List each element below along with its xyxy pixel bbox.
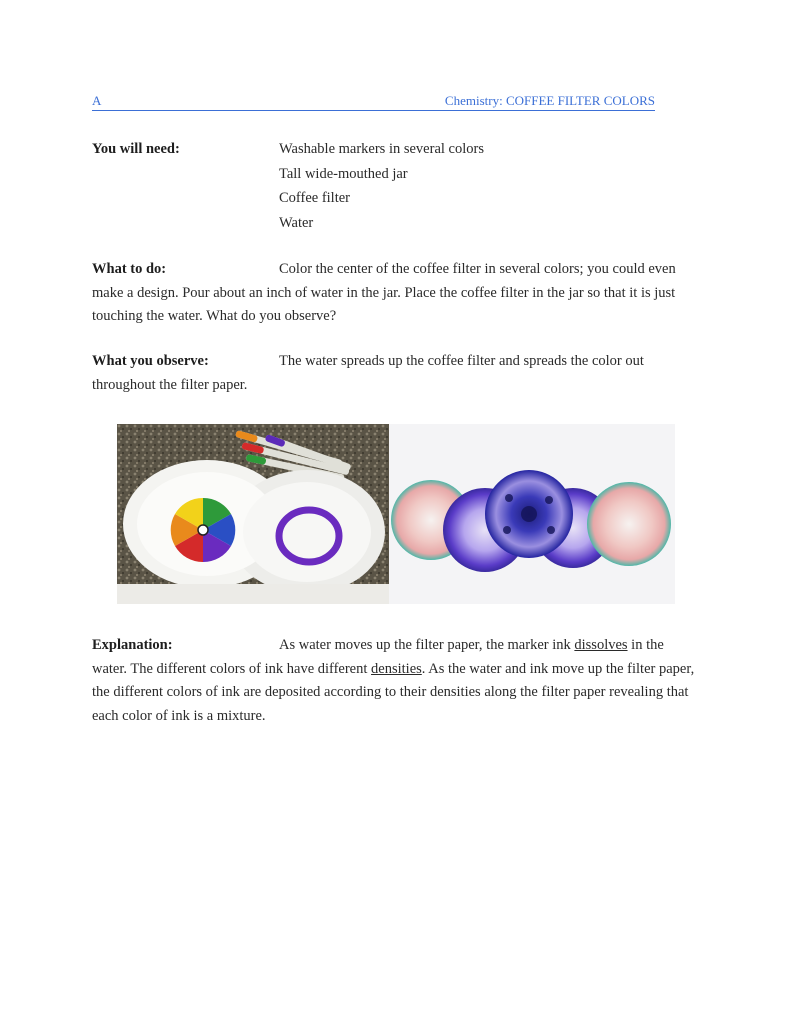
page-header bbox=[92, 92, 655, 111]
what-to-do-label: What to do: bbox=[92, 261, 167, 277]
term-dissolves: dissolves bbox=[574, 637, 628, 653]
list-item: Washable markers in several colors bbox=[279, 141, 484, 157]
experiment-photos bbox=[117, 424, 675, 604]
term-densities: densities bbox=[371, 660, 422, 677]
explanation-text-3: . As the water and ink move up the filter paper, the different colors of ink are deposited according to their densities along the filter paper revealing that each color of ink is a mixture. bbox=[92, 660, 695, 724]
observe-section bbox=[92, 350, 702, 397]
photo-markers-and-filters bbox=[117, 424, 389, 604]
list-item: Coffee filter bbox=[279, 190, 350, 206]
materials-label: You will need: bbox=[92, 141, 180, 157]
explanation-label: Explanation: bbox=[92, 637, 173, 653]
materials-list bbox=[279, 138, 484, 236]
observe-label: What you observe: bbox=[92, 353, 209, 369]
header-letter: A bbox=[92, 93, 102, 108]
filter-pink-right bbox=[587, 482, 671, 566]
explanation-section bbox=[92, 634, 702, 728]
what-to-do-section bbox=[92, 258, 702, 329]
list-item: Tall wide-mouthed jar bbox=[279, 165, 408, 182]
explanation-text-2: in the water. The different colors of ink have different bbox=[92, 637, 664, 677]
observe-text: The water spreads up the coffee filter and spreads the color out throughout the filter paper. bbox=[92, 353, 644, 393]
photo-chromatography-results bbox=[389, 424, 675, 604]
colored-wheel bbox=[171, 498, 236, 562]
list-item: Water bbox=[279, 214, 314, 231]
page-title[interactable]: Chemistry: COFFEE FILTER COLORS bbox=[444, 93, 655, 108]
explanation-text-1: As water moves up the filter paper, the marker ink bbox=[279, 637, 575, 653]
what-to-do-text: Color the center of the coffee filter in several colors; you could even make a design. Pour about an inch of water in the jar. Place the coffee filter in the jar so that it is just touching the water. What do you observe? bbox=[92, 261, 676, 324]
